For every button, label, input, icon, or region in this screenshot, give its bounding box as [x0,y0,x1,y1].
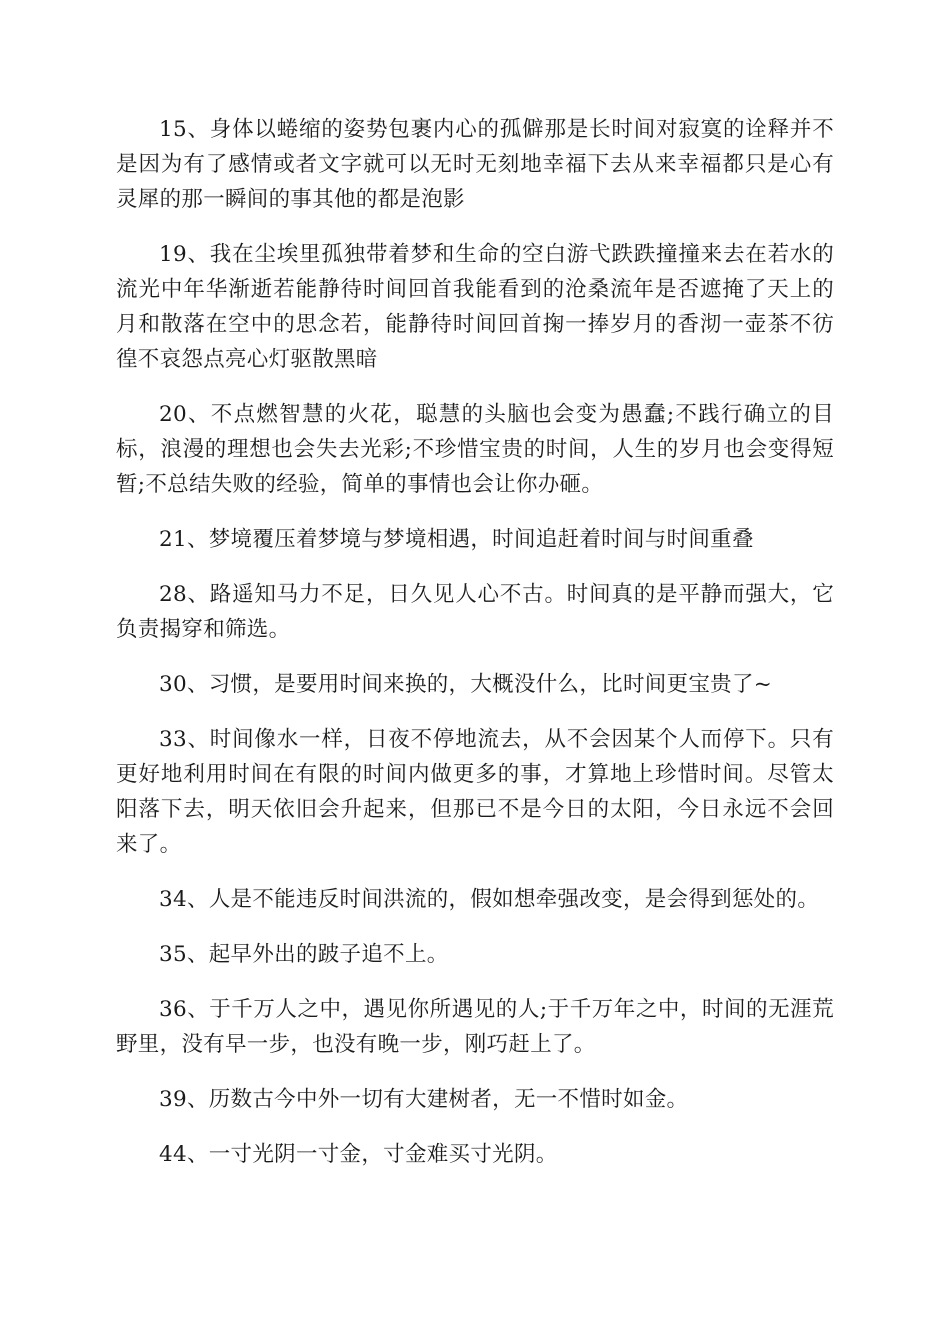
paragraph-30: 30、习惯，是要用时间来换的，大概没什么，比时间更宝贵了~ [159,672,773,697]
paragraph-15: 15、身体以蜷缩的姿势包裹内心的孤僻那是长时间对寂寞的诠释并不是因为有了感情或者文字就可以无时无刻地幸福下去从来幸福都只是心有灵犀的那一瞬间的事其他的都是泡影 [116,117,834,212]
paragraph-44: 44、一寸光阴一寸金，寸金难买寸光阴。 [159,1142,558,1167]
paragraph-33: 33、时间像水一样，日夜不停地流去，从不会因某个人而停下。只有更好地利用时间在有限的时间内做更多的事，才算地上珍惜时间。尽管太阳落下去，明天依旧会升起来，但那已不是今日的太阳，今日永远不会回来了。 [116,727,834,857]
paragraph-28: 28、路遥知马力不足，日久见人心不古。时间真的是平静而强大，它负责揭穿和筛选。 [116,582,834,642]
paragraph-34: 34、人是不能违反时间洪流的，假如想牵强改变，是会得到惩处的。 [159,887,820,912]
paragraph-21: 21、梦境覆压着梦境与梦境相遇，时间追赶着时间与时间重叠 [159,527,754,552]
paragraph-20: 20、不点燃智慧的火花，聪慧的头脑也会变为愚蠢;不践行确立的目标，浪漫的理想也会失去光彩;不珍惜宝贵的时间，人生的岁月也会变得短暂;不总结失败的经验，简单的事情也会让你办砸。 [116,402,834,497]
paragraph-35: 35、起早外出的跛子追不上。 [159,942,449,967]
paragraph-19: 19、我在尘埃里孤独带着梦和生命的空白游弋跌跌撞撞来去在若水的流光中年华渐逝若能静待时间回首我能看到的沧桑流年是否遮掩了天上的月和散落在空中的思念若，能静待时间回首掬一捧岁月的香沏一壶茶不彷徨不哀怨点亮心灯驱散黑暗 [116,242,834,372]
paragraph-39: 39、历数古今中外一切有大建树者，无一不惜时如金。 [159,1087,689,1112]
paragraph-36: 36、于千万人之中，遇见你所遇见的人;于千万年之中，时间的无涯荒野里，没有早一步，也没有晚一步，刚巧赶上了。 [116,997,834,1057]
document-body [116,112,834,1192]
